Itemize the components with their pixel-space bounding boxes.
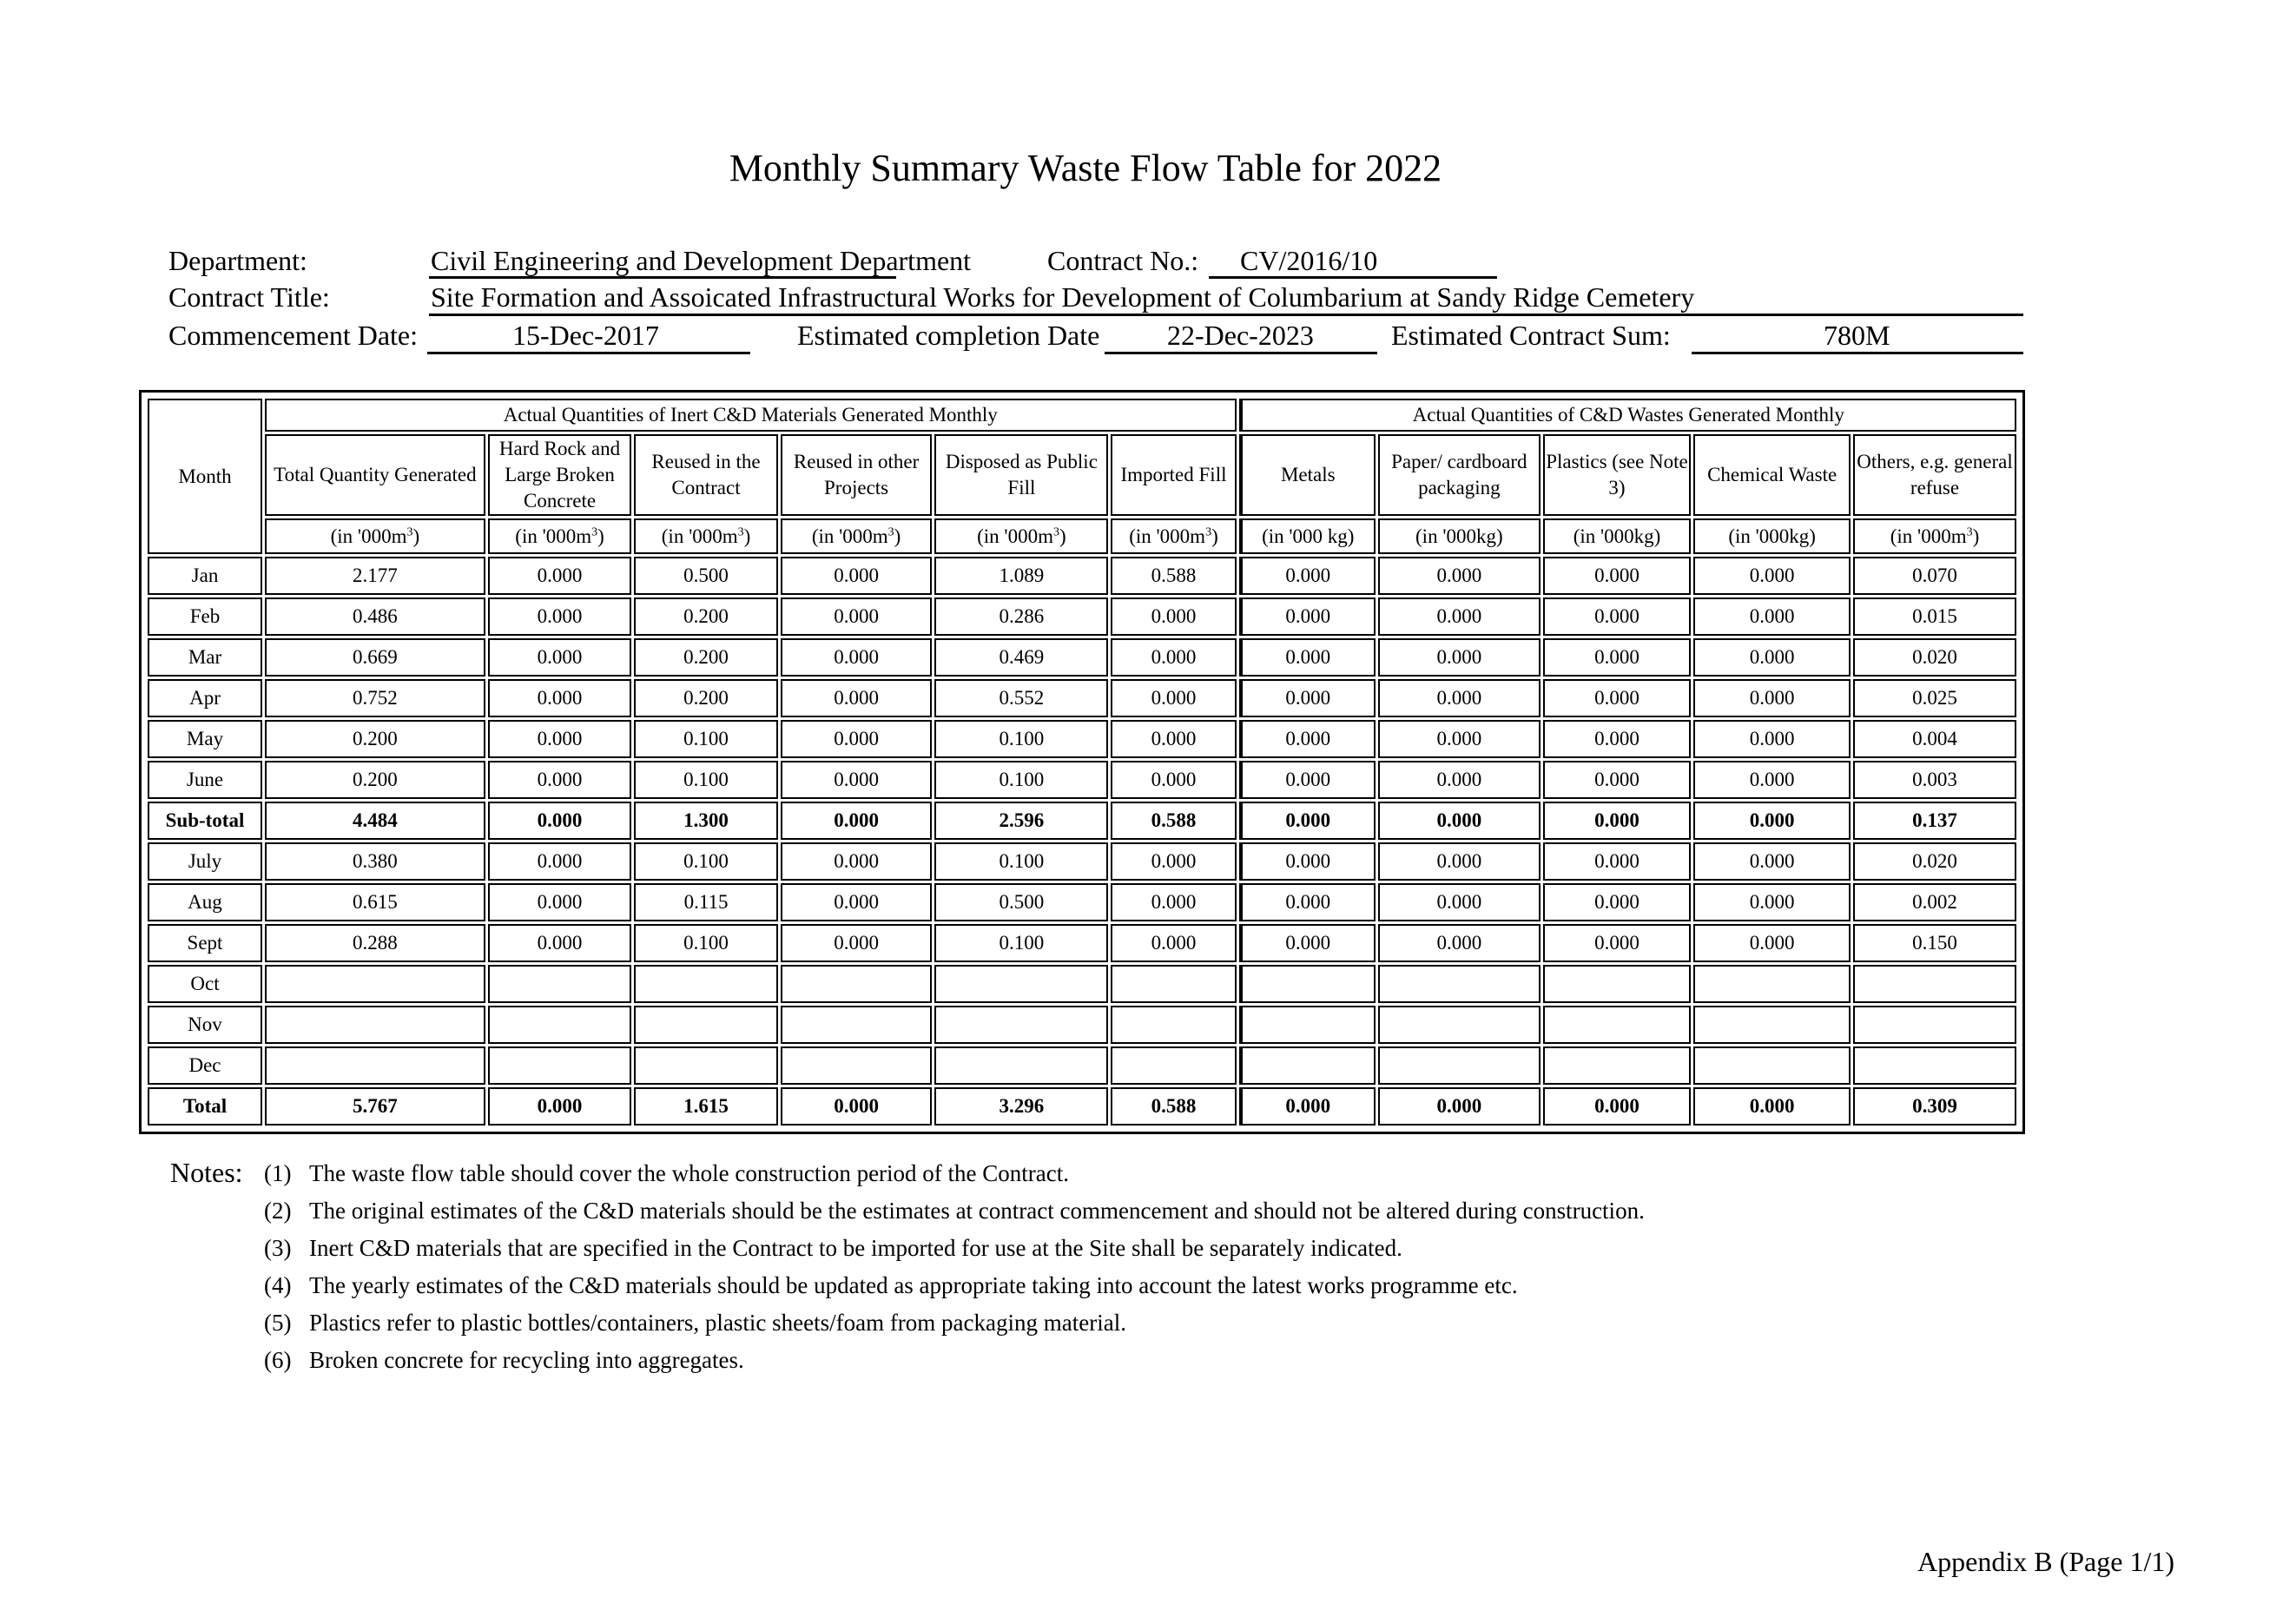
col-total-quantity: Total Quantity Generated — [265, 434, 485, 516]
month-cell: Mar — [148, 638, 262, 677]
value-cell: 0.000 — [1543, 720, 1692, 758]
value-cell: 0.200 — [634, 638, 777, 677]
col-plastics: Plastics (see Note 3) — [1543, 434, 1692, 516]
value-cell: 0.000 — [1378, 1087, 1541, 1126]
table-row — [148, 761, 2016, 799]
unit-cell: (in '$000m^3$) — [634, 518, 777, 554]
month-cell: June — [148, 761, 262, 799]
value-cell: 0.000 — [1111, 883, 1236, 921]
value-cell: 0.588 — [1111, 557, 1236, 595]
note-item — [264, 1271, 1518, 1300]
value-cell: 0.588 — [1111, 802, 1236, 840]
value-cell — [1543, 1006, 1692, 1044]
value-cell: 2.596 — [934, 802, 1108, 840]
value-cell: 0.000 — [1693, 761, 1851, 799]
value-cell: 0.000 — [488, 638, 631, 677]
value-cell: 0.000 — [1693, 883, 1851, 921]
value-cell — [1853, 965, 2016, 1003]
value-cell — [1111, 1006, 1236, 1044]
value-cell: 0.100 — [634, 720, 777, 758]
month-cell: Apr — [148, 679, 262, 717]
month-cell: Aug — [148, 883, 262, 921]
value-cell: 0.000 — [1378, 802, 1541, 840]
value-cell: 0.752 — [265, 679, 485, 717]
month-cell: July — [148, 842, 262, 881]
month-cell: Oct — [148, 965, 262, 1003]
note-item — [264, 1196, 1645, 1225]
note-text: The waste flow table should cover the whole construction period of the Contract. — [309, 1160, 1069, 1186]
value-cell: 0.615 — [265, 883, 485, 921]
value-cell: 0.000 — [1239, 883, 1376, 921]
table-row — [148, 842, 2016, 881]
value-cell: 0.000 — [1543, 1087, 1692, 1126]
value-cell: 0.200 — [265, 761, 485, 799]
unit-cell: (in '$000m^3$) — [934, 518, 1108, 554]
unit-cell: (in '$000m^3$) — [781, 518, 933, 554]
col-hard-rock: Hard Rock and Large Broken Concrete — [488, 434, 631, 516]
value-cell: 0.000 — [1543, 761, 1692, 799]
page-footer: Appendix B (Page 1/1) — [1917, 1546, 2174, 1577]
value-cell: 0.004 — [1853, 720, 2016, 758]
col-chemical-waste: Chemical Waste — [1693, 434, 1851, 516]
col-reused-contract: Reused in the Contract — [634, 434, 777, 516]
note-number: (1) — [264, 1160, 292, 1186]
month-header: Month — [148, 399, 262, 554]
notes-label: Notes: — [170, 1157, 243, 1188]
note-number: (5) — [264, 1310, 292, 1336]
value-cell — [1543, 1046, 1692, 1085]
value-cell: 0.000 — [1693, 557, 1851, 595]
note-number: (2) — [264, 1198, 292, 1224]
value-cell: 0.000 — [488, 597, 631, 636]
unit-cell: (in '000kg) — [1378, 518, 1541, 554]
value-cell: 0.500 — [634, 557, 777, 595]
value-cell: 1.300 — [634, 802, 777, 840]
value-cell — [1378, 1006, 1541, 1044]
value-cell: 0.000 — [1543, 842, 1692, 881]
value-cell: 0.000 — [1239, 557, 1376, 595]
value-cell — [1378, 1046, 1541, 1085]
value-cell: 0.000 — [488, 1087, 631, 1126]
value-cell: 0.100 — [934, 842, 1108, 881]
value-cell — [488, 1046, 631, 1085]
note-number: (6) — [264, 1347, 292, 1373]
value-cell — [1111, 965, 1236, 1003]
table-row — [148, 965, 2016, 1003]
value-cell: 0.200 — [634, 597, 777, 636]
value-cell: 1.615 — [634, 1087, 777, 1126]
value-cell: 0.000 — [1111, 924, 1236, 962]
value-cell: 0.000 — [1693, 638, 1851, 677]
value-cell: 0.000 — [781, 638, 933, 677]
value-cell: 0.000 — [1693, 842, 1851, 881]
month-cell: Total — [148, 1087, 262, 1126]
contract-title-underline — [429, 314, 2023, 316]
value-cell: 0.000 — [1111, 720, 1236, 758]
note-item — [264, 1159, 1069, 1188]
value-cell: 0.000 — [1239, 802, 1376, 840]
note-number: (3) — [264, 1235, 292, 1261]
value-cell: 0.000 — [488, 679, 631, 717]
waste-flow-table — [139, 390, 2025, 1134]
value-cell: 0.000 — [1693, 802, 1851, 840]
value-cell: 0.000 — [1543, 924, 1692, 962]
value-cell: 0.000 — [1543, 597, 1692, 636]
note-item — [264, 1345, 744, 1375]
value-cell — [1693, 1006, 1851, 1044]
value-cell: 0.000 — [1239, 720, 1376, 758]
value-cell — [265, 1046, 485, 1085]
col-others: Others, e.g. general refuse — [1853, 434, 2016, 516]
value-cell — [488, 1006, 631, 1044]
table-row — [148, 597, 2016, 636]
value-cell: 0.288 — [265, 924, 485, 962]
contract-sum-underline — [1692, 352, 2023, 354]
unit-cell: (in '000 kg) — [1239, 518, 1376, 554]
note-text: Broken concrete for recycling into aggregates. — [309, 1347, 744, 1373]
value-cell: 0.000 — [1543, 883, 1692, 921]
completion-underline — [1105, 352, 1377, 354]
value-cell: 0.309 — [1853, 1087, 2016, 1126]
value-cell: 0.000 — [1378, 679, 1541, 717]
value-cell: 0.286 — [934, 597, 1108, 636]
value-cell: 0.000 — [1543, 679, 1692, 717]
month-cell: Dec — [148, 1046, 262, 1085]
note-number: (4) — [264, 1272, 292, 1298]
value-cell: 0.000 — [1693, 1087, 1851, 1126]
table-row — [148, 720, 2016, 758]
completion-label: Estimated completion Date — [797, 320, 1100, 351]
value-cell: 0.669 — [265, 638, 485, 677]
completion-value: 22-Dec-2023 — [1167, 320, 1314, 351]
value-cell — [934, 1046, 1108, 1085]
value-cell: 0.000 — [488, 557, 631, 595]
value-cell: 0.015 — [1853, 597, 2016, 636]
value-cell: 0.000 — [1378, 883, 1541, 921]
value-cell: 0.000 — [781, 883, 933, 921]
value-cell: 0.000 — [1239, 597, 1376, 636]
contract-no-value: CV/2016/10 — [1240, 245, 1378, 276]
value-cell — [634, 965, 777, 1003]
unit-cell: (in '$000m^3$) — [265, 518, 485, 554]
waste-flow-grid — [145, 396, 2019, 1128]
value-cell: 0.000 — [1378, 597, 1541, 636]
note-text: The original estimates of the C&D materials should be the estimates at contract commencement and should not be altered during construction. — [309, 1198, 1645, 1224]
unit-cell: (in '$000m^3$) — [1853, 518, 2016, 554]
value-cell: 0.002 — [1853, 883, 2016, 921]
month-cell: May — [148, 720, 262, 758]
page-title: Monthly Summary Waste Flow Table for 2022 — [729, 147, 1442, 189]
value-cell: 0.000 — [781, 802, 933, 840]
value-cell: 0.000 — [488, 720, 631, 758]
value-cell — [1239, 1046, 1376, 1085]
value-cell: 0.100 — [634, 761, 777, 799]
table-row — [148, 802, 2016, 840]
value-cell — [1239, 965, 1376, 1003]
col-reused-other: Reused in other Projects — [781, 434, 933, 516]
value-cell: 0.000 — [781, 597, 933, 636]
value-cell — [1239, 1006, 1376, 1044]
value-cell: 0.000 — [1693, 720, 1851, 758]
unit-cell: (in '000kg) — [1543, 518, 1692, 554]
commencement-value: 15-Dec-2017 — [512, 320, 659, 351]
value-cell: 0.000 — [1693, 597, 1851, 636]
col-disposed-public-fill: Disposed as Public Fill — [934, 434, 1108, 516]
contract-title-value: Site Formation and Assoicated Infrastructural Works for Development of Columbarium at Sandy Ridge Cemetery — [431, 281, 1695, 313]
value-cell: 0.000 — [1378, 557, 1541, 595]
month-cell: Nov — [148, 1006, 262, 1044]
value-cell: 3.296 — [934, 1087, 1108, 1126]
value-cell: 0.000 — [781, 1087, 933, 1126]
contract-no-underline — [1209, 276, 1497, 279]
month-cell: Sept — [148, 924, 262, 962]
value-cell — [1378, 965, 1541, 1003]
value-cell: 0.000 — [1378, 842, 1541, 881]
value-cell: 0.000 — [1239, 842, 1376, 881]
commencement-label: Commencement Date: — [168, 320, 419, 351]
value-cell: 0.380 — [265, 842, 485, 881]
value-cell: 0.000 — [1239, 1087, 1376, 1126]
table-row — [148, 883, 2016, 921]
value-cell — [1543, 965, 1692, 1003]
value-cell: 0.150 — [1853, 924, 2016, 962]
unit-cell: (in '000kg) — [1693, 518, 1851, 554]
value-cell: 0.100 — [934, 761, 1108, 799]
value-cell: 0.000 — [1543, 557, 1692, 595]
col-metals: Metals — [1239, 434, 1376, 516]
value-cell: 1.089 — [934, 557, 1108, 595]
table-row — [148, 1087, 2016, 1126]
month-cell: Sub-total — [148, 802, 262, 840]
value-cell: 0.000 — [1543, 802, 1692, 840]
value-cell: 0.000 — [781, 679, 933, 717]
value-cell: 0.000 — [488, 761, 631, 799]
contract-sum-value: 780M — [1824, 320, 1890, 351]
value-cell: 0.000 — [488, 883, 631, 921]
col-paper-packaging: Paper/ cardboard packaging — [1378, 434, 1541, 516]
value-cell: 0.000 — [1378, 720, 1541, 758]
value-cell — [934, 1006, 1108, 1044]
table-row — [148, 679, 2016, 717]
value-cell: 0.000 — [488, 842, 631, 881]
value-cell: 0.003 — [1853, 761, 2016, 799]
contract-sum-label: Estimated Contract Sum: — [1391, 320, 1671, 351]
value-cell — [265, 965, 485, 1003]
wastes-group-header: Actual Quantities of C&D Wastes Generated Monthly — [1239, 399, 2016, 432]
value-cell: 0.500 — [934, 883, 1108, 921]
value-cell: 0.200 — [265, 720, 485, 758]
value-cell: 0.000 — [1111, 761, 1236, 799]
table-row — [148, 557, 2016, 595]
value-cell — [781, 965, 933, 1003]
value-cell: 0.000 — [1693, 679, 1851, 717]
table-row — [148, 638, 2016, 677]
value-cell — [634, 1046, 777, 1085]
unit-cell: (in '$000m^3$) — [488, 518, 631, 554]
unit-cell: (in '$000m^3$) — [1111, 518, 1236, 554]
value-cell: 0.100 — [934, 720, 1108, 758]
value-cell — [1853, 1046, 2016, 1085]
note-text: Inert C&D materials that are specified in the Contract to be imported for use at the Site shall be separately indicated. — [309, 1235, 1402, 1261]
value-cell: 0.000 — [488, 802, 631, 840]
value-cell: 0.100 — [634, 924, 777, 962]
value-cell: 0.000 — [1239, 924, 1376, 962]
value-cell: 0.000 — [781, 924, 933, 962]
table-row — [148, 924, 2016, 962]
value-cell: 0.552 — [934, 679, 1108, 717]
value-cell — [781, 1046, 933, 1085]
value-cell: 0.000 — [1693, 924, 1851, 962]
value-cell: 0.000 — [781, 720, 933, 758]
value-cell — [1693, 965, 1851, 1003]
value-cell: 0.137 — [1853, 802, 2016, 840]
value-cell: 0.070 — [1853, 557, 2016, 595]
value-cell: 0.588 — [1111, 1087, 1236, 1126]
value-cell — [1693, 1046, 1851, 1085]
value-cell — [781, 1006, 933, 1044]
value-cell: 0.200 — [634, 679, 777, 717]
value-cell: 0.020 — [1853, 842, 2016, 881]
value-cell: 0.020 — [1853, 638, 2016, 677]
value-cell: 0.000 — [1239, 679, 1376, 717]
department-label: Department: — [168, 245, 307, 276]
value-cell: 0.000 — [1111, 597, 1236, 636]
col-imported-fill: Imported Fill — [1111, 434, 1236, 516]
value-cell: 0.000 — [781, 557, 933, 595]
value-cell: 0.100 — [634, 842, 777, 881]
value-cell: 0.486 — [265, 597, 485, 636]
value-cell: 0.000 — [1543, 638, 1692, 677]
value-cell: 5.767 — [265, 1087, 485, 1126]
value-cell: 0.100 — [934, 924, 1108, 962]
value-cell: 0.000 — [1378, 761, 1541, 799]
value-cell: 2.177 — [265, 557, 485, 595]
value-cell — [1853, 1006, 2016, 1044]
value-cell: 0.000 — [1378, 638, 1541, 677]
month-cell: Jan — [148, 557, 262, 595]
value-cell: 0.025 — [1853, 679, 2016, 717]
note-item — [264, 1233, 1402, 1263]
value-cell — [634, 1006, 777, 1044]
contract-no-label: Contract No.: — [1047, 245, 1199, 276]
value-cell: 0.000 — [781, 761, 933, 799]
note-item — [264, 1308, 1126, 1337]
value-cell — [1111, 1046, 1236, 1085]
value-cell — [265, 1006, 485, 1044]
value-cell — [934, 965, 1108, 1003]
value-cell: 0.000 — [1378, 924, 1541, 962]
value-cell: 4.484 — [265, 802, 485, 840]
value-cell: 0.000 — [781, 842, 933, 881]
contract-title-label: Contract Title: — [168, 281, 330, 313]
table-row — [148, 1006, 2016, 1044]
value-cell: 0.000 — [1111, 842, 1236, 881]
note-text: Plastics refer to plastic bottles/containers, plastic sheets/foam from packaging material. — [309, 1310, 1126, 1336]
value-cell: 0.000 — [1239, 638, 1376, 677]
value-cell: 0.000 — [1111, 679, 1236, 717]
value-cell: 0.115 — [634, 883, 777, 921]
value-cell: 0.000 — [488, 924, 631, 962]
value-cell: 0.000 — [1111, 638, 1236, 677]
table-row — [148, 1046, 2016, 1085]
note-text: The yearly estimates of the C&D materials should be updated as appropriate taking into account the latest works programme etc. — [309, 1272, 1518, 1298]
month-cell: Feb — [148, 597, 262, 636]
department-underline — [429, 276, 896, 279]
commencement-underline — [427, 352, 750, 354]
value-cell — [488, 965, 631, 1003]
department-value: Civil Engineering and Development Department — [431, 245, 972, 276]
inert-group-header: Actual Quantities of Inert C&D Materials Generated Monthly — [265, 399, 1237, 432]
value-cell: 0.469 — [934, 638, 1108, 677]
value-cell: 0.000 — [1239, 761, 1376, 799]
